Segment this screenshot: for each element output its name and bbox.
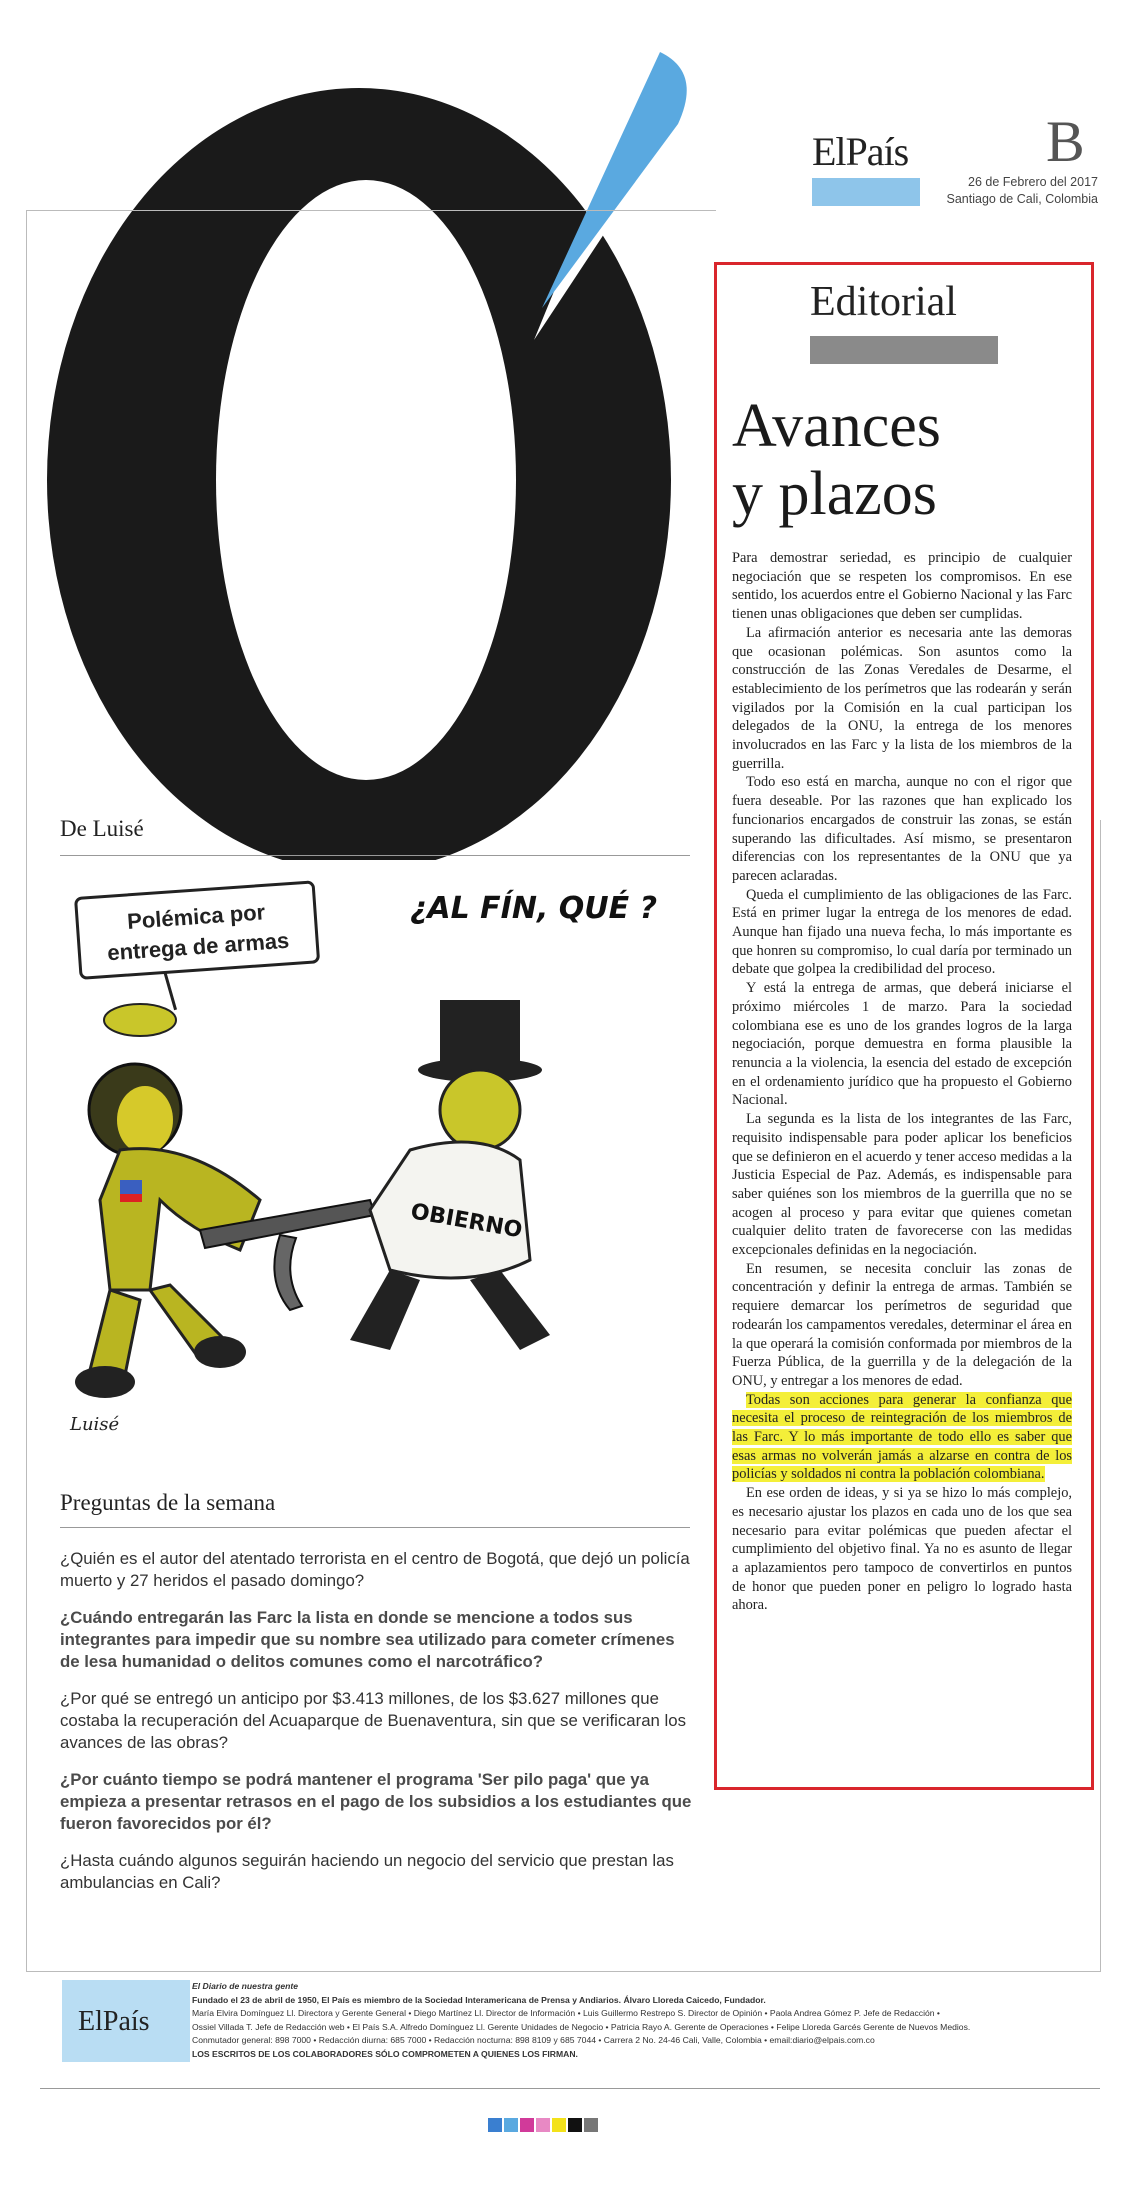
frame-line bbox=[26, 210, 27, 1972]
sign-text-line2: entrega de armas bbox=[106, 927, 290, 966]
editorial-body bbox=[732, 549, 1072, 1615]
color-swatch bbox=[584, 2118, 598, 2132]
paragraph: En resumen, se necesita concluir las zonas de concentración y definir la entrega de armas. También se requiere demarcar los perímetros de seguridad que rodearán los campamentos veredales, determinar el área en la que operará la comisión conformada por miembros de la Fuerza Pública, de la guerrilla y de la delegación de la ONU, y entregar a los menores de edad. bbox=[732, 1260, 1072, 1389]
opinion-o-graphic bbox=[14, 40, 734, 860]
paragraph: Todo eso está en marcha, aunque no con el rigor que fuera deseable. Por las razones que han explicado los funcionarios encargados de construir las zonas, se están superando las dificultades. Así mismo, se presentaron diferencias con los representantes de la ONU que ya parecen aclaradas. bbox=[732, 774, 1072, 884]
divider bbox=[60, 855, 690, 856]
paragraph: Queda el cumplimiento de las obligaciones de las Farc. Está en primer lugar la entrega de los menores de edad. Aunque han fijado una nueva fecha, lo más importante es que honren su compromiso, lo cual daría por terminado un debate que golpea la credibilidad del proceso. bbox=[732, 886, 1072, 978]
color-swatch bbox=[488, 2118, 502, 2132]
questions-list bbox=[60, 1548, 696, 1909]
flying-cap-icon bbox=[104, 1004, 176, 1036]
highlighted-paragraph bbox=[732, 1391, 1072, 1485]
paragraph: La segunda es la lista de los integrantes de las Farc, requisito indispensable para poder aplicar los beneficios que se definieron en el acuerdo y tener acceso medidas a la Justicia Especial de Paz. Además, es indispensable para saber quiénes son los miembros de la guerrilla que no se acogen al proceso y para evitar que quienes cometan cualquier delito traten de favorecerse con las medidas excepcionales definidas en la negociación. bbox=[732, 1111, 1073, 1259]
headline-line: Avances bbox=[732, 392, 941, 460]
color-swatch bbox=[568, 2118, 582, 2132]
date: 26 de Febrero del 2017 bbox=[968, 175, 1098, 189]
color-swatch bbox=[536, 2118, 550, 2132]
highlight-mark: Todas son acciones para generar la confianza que necesita el proceso de reintegración de los miembros de las Farc. Y lo más importante de todo ello es saber que esas armas no volverán jamás a alzarse en contra de los policías y soldados ni contra la población colombiana. bbox=[732, 1391, 1072, 1483]
editorial-headline bbox=[732, 392, 1082, 528]
print-color-bar bbox=[488, 2118, 600, 2132]
divider bbox=[40, 2088, 1100, 2089]
paragraph: En ese orden de ideas, y si ya se hizo lo más complejo, es necesario ajustar los plazos en cada uno de los que sea necesario para evitar polémicas que pueden afectar el cumplimiento del objetivo final. Ya no es asunto de llegar a aplazamientos pero tampoco de convertirlos en puntos de honor que pueden poner en peligro lo logrado hasta ahora. bbox=[732, 1485, 1072, 1614]
footer-credits bbox=[192, 1980, 1062, 2062]
question-item: ¿Hasta cuándo algunos seguirán haciendo un negocio del servicio que prestan las ambulancias en Cali? bbox=[60, 1851, 674, 1892]
frame-line bbox=[26, 210, 716, 211]
paragraph: La afirmación anterior es necesaria ante las demoras que ocasionan polémicas. Son asuntos como la construcción de las Zonas Veredales de Desarme, el establecimiento de los perímetros que las rodearán y serán vigilados por la Comisión en la cual participan los delegados de la ONU, la entrega de los menores involucrados en las Farc y la lista de los miembros de la guerrilla. bbox=[732, 624, 1072, 772]
logo-accent-bar bbox=[812, 178, 920, 206]
footer-logo: ElPaís bbox=[78, 2006, 150, 2037]
question-item: ¿Por qué se entregó un anticipo por $3.413 millones, de los $3.627 millones que costaba la recuperación del Acuaparque de Buenaventura, sin que se verificaran los avances de las obras? bbox=[60, 1689, 686, 1752]
paragraph: Y está la entrega de armas, que deberá iniciarse el próximo miércoles 1 de marzo. Para la sociedad colombiana ese es uno de los grandes logros de la larga negociación, porque demuestra en forma plausible la renuncia a la violencia, la esencia del estado de excepción en el ordenamiento jurídico que ha propuesto el Gobierno Nacional. bbox=[732, 980, 1072, 1109]
sign-text-line1: Polémica por bbox=[126, 899, 266, 934]
footer-line: María Elvira Domínguez Ll. Directora y Gerente General • Diego Martínez Ll. Director de Información • Luis Guillermo Restrepo S. Director de Opinión • Paola Andrea Gómez P. Jefe de Redacción • bbox=[192, 2008, 940, 2019]
question-item: ¿Por cuánto tiempo se podrá mantener el programa 'Ser pilo paga' que ya empieza a presentar retrasos en el pago de los subsidios a los estudiantes que fueron favorecidos por él? bbox=[60, 1770, 692, 1833]
speech-text: ¿AL FÍN, QUÉ ? bbox=[410, 891, 657, 926]
cartoon-section-title: De Luisé bbox=[60, 816, 144, 841]
paragraph: Para demostrar seriedad, es principio de cualquier negociación que se respeten los compromisos. En ese sentido, los acuerdos entre el Gobierno Nacional y las Farc tienen unas obligaciones que deben ser cumplidas. bbox=[732, 550, 1072, 623]
divider bbox=[60, 1527, 690, 1528]
editorial-label: Editorial bbox=[810, 279, 957, 325]
questions-section-title: Preguntas de la semana bbox=[60, 1490, 276, 1515]
question-item: ¿Cuándo entregarán las Farc la lista en donde se mencione a todos sus integrantes para impedir que su nombre sea utilizado para cometer crímenes de lesa humanidad o delitos comunes como el narcotráfico? bbox=[60, 1608, 675, 1671]
footer-disclaimer: LOS ESCRITOS DE LOS COLABORADORES SÓLO COMPROMETEN A QUIENES LOS FIRMAN. bbox=[192, 2048, 578, 2059]
color-swatch bbox=[504, 2118, 518, 2132]
question-item: ¿Quién es el autor del atentado terrorista en el centro de Bogotá, que dejó un policía muerto y 27 heridos el pasado domingo? bbox=[60, 1549, 690, 1590]
sign-board bbox=[76, 882, 322, 1016]
masthead-logo: ElPaís bbox=[812, 129, 909, 174]
location: Santiago de Cali, Colombia bbox=[946, 192, 1098, 206]
footer-tagline: El Diario de nuestra gente bbox=[192, 1981, 299, 1991]
date-block bbox=[940, 174, 1098, 208]
footer-line: Ossiel Villada T. Jefe de Redacción web • El País S.A. Alfredo Domínguez Ll. Gerente Unidades de Negocio • Patricia Rayo A. Gerente de Operaciones • Felipe Lloreda Garcés Gerente de Nuevos Medios. bbox=[192, 2021, 971, 2032]
frame-line bbox=[1100, 820, 1101, 1972]
artist-signature: Luisé bbox=[70, 1414, 120, 1435]
bag-label: OBIERNO bbox=[408, 1199, 525, 1244]
footer-line: Fundado el 23 de abril de 1950, El País es miembro de la Sociedad Interamericana de Prensa y Andiarios. Álvaro Lloreda Caicedo, Fundador. bbox=[192, 1994, 766, 2005]
government-head bbox=[440, 1070, 520, 1150]
color-swatch bbox=[520, 2118, 534, 2132]
guerrilla-body bbox=[100, 1149, 260, 1290]
headline-line: y plazos bbox=[732, 460, 937, 528]
political-cartoon bbox=[50, 870, 710, 1450]
footer-line: Conmutador general: 898 7000 • Redacción diurna: 685 7000 • Redacción nocturna: 898 8109 y 685 7044 • Carrera 2 No. 24-46 Cali, Valle, Colombia • email:diario@elpais.com.co bbox=[192, 2035, 875, 2046]
editorial-label-bar bbox=[810, 336, 998, 364]
color-swatch bbox=[552, 2118, 566, 2132]
frame-line bbox=[26, 1971, 1100, 1972]
section-letter: B bbox=[1046, 109, 1085, 174]
